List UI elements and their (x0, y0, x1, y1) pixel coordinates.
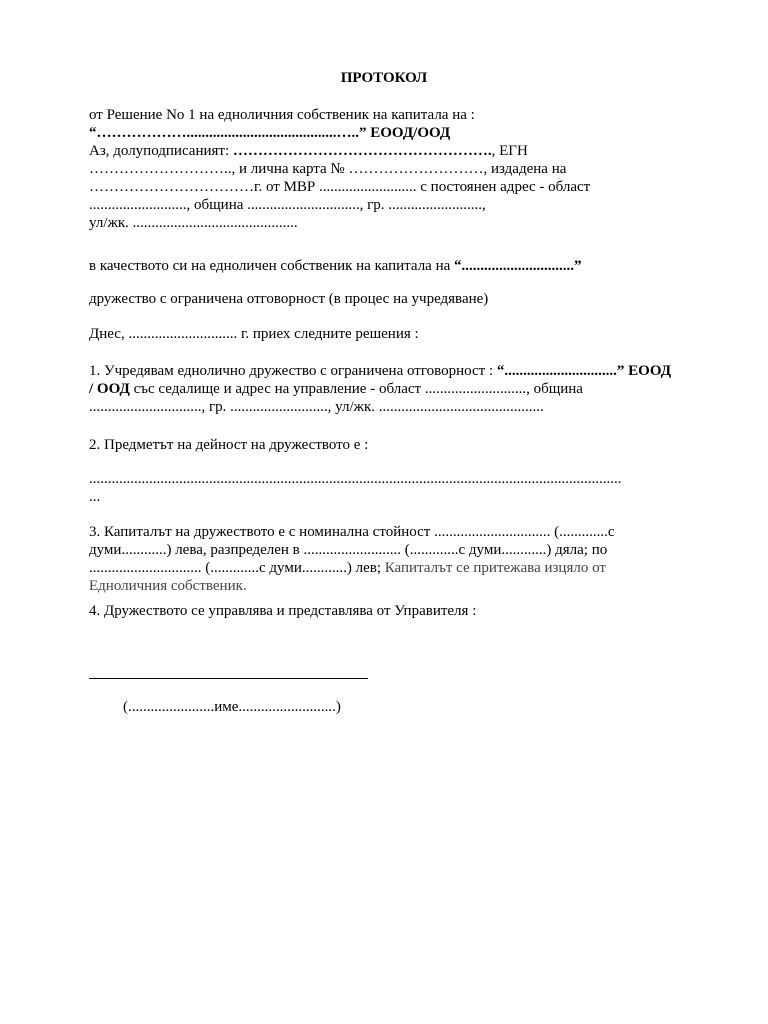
decision-1-address: със седалище и адрес на управление - област ..........................., община (129, 381, 583, 397)
decision-4: 4. Дружеството се управлява и представлява от Управителя : (89, 603, 477, 619)
person-block (89, 142, 689, 232)
capacity-company-dots: “..............................” (454, 258, 582, 274)
decision-1-line-3: .............................., гр. .........................., ул/жк. ............................................ (89, 399, 544, 415)
decision-3-line-3 (89, 559, 689, 577)
header-block (89, 106, 689, 142)
decision-2-fill (89, 470, 689, 506)
header-line-1: от Решение No 1 на едноличния собственик на капитала на : (89, 107, 475, 123)
decision-2-line-1: 2. Предметът на дейност на дружеството е : (89, 437, 369, 453)
decision-1-ood: / ООД (89, 381, 130, 397)
name-dots: ……………………………………………. (232, 143, 492, 159)
decision-3 (89, 523, 689, 595)
decision-3-line-4: Едноличния собственик. (89, 578, 247, 594)
person-line-1 (89, 142, 689, 160)
document-title: ПРОТОКОЛ (340, 70, 428, 86)
decision-1 (89, 362, 689, 416)
person-line-2: ……………………….., и лична карта № ………………………, издадена на (89, 161, 567, 177)
decision-2 (89, 436, 689, 454)
decision-1-company: “..............................” ЕООД (496, 363, 672, 379)
decision-3-line-2: думи............) лева, разпределен в .......................... (.............с думи............) дяла; по (89, 542, 608, 558)
decision-2-dots-end: ... (89, 489, 101, 505)
egn-label: , ЕГН (491, 143, 528, 159)
company-type-line: дружество с ограничена отговорност (в процес на учредяване) (89, 291, 489, 307)
decision-1-line-2 (89, 380, 689, 398)
today-line: Днес, ............................. г. приех следните решения : (89, 326, 419, 342)
capacity-line (89, 257, 689, 275)
decision-2-dots: .............................................................................................................................................. (89, 471, 622, 487)
signature-line (89, 678, 368, 679)
person-line-5: ул/жк. ............................................ (89, 215, 298, 231)
company-name-line: “………………........................................…..” ЕООД/ООД (89, 125, 451, 141)
person-line-4: .........................., община .............................., гр. ........................., (89, 197, 486, 213)
decision-3-line-1: 3. Капиталът на дружеството е с номинална стойност ............................... (.............с (89, 524, 615, 540)
decision-3-ownership: Капиталът се притежава изцяло от (384, 560, 606, 576)
decision-1-line-1 (89, 362, 689, 380)
undersigned-label: Аз, долуподписаният: (89, 143, 233, 159)
capacity-text: в качеството си на едноличен собственик на капитала на (89, 258, 455, 274)
signature-name-placeholder: (.......................име..........................) (123, 699, 341, 715)
decision-3-value: .............................. (.............с думи............) лев; (89, 560, 385, 576)
person-line-3: ……………………………г. от МВР .......................... с постоянен адрес - област (89, 179, 591, 195)
decision-1-text: 1. Учредявам еднолично дружество с ограничена отговорност : (89, 363, 497, 379)
